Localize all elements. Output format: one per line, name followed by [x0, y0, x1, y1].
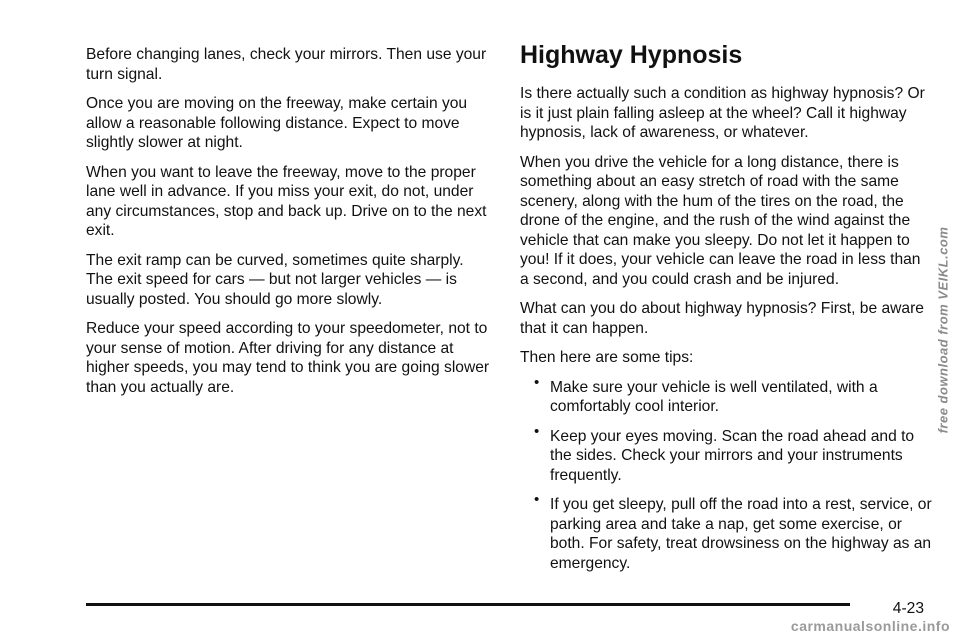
- left-column: [86, 45, 494, 407]
- list-item: [520, 491, 932, 573]
- tip-text: If you get sleepy, pull off the road into a rest, service, or parking area and take a nap, get some exercise, or both. For safety, treat drowsiness on the highway as an emergency.: [550, 496, 932, 572]
- footer-rule: [86, 603, 850, 606]
- side-watermark: free download from VEIKL.com: [935, 226, 951, 434]
- paragraph-following-distance: Once you are moving on the freeway, make certain you allow a reasonable following distance. Expect to move slightly slower at night.: [86, 95, 468, 151]
- tips-list: [520, 373, 932, 574]
- paragraph-intro: Is there actually such a condition as highway hypnosis? Or is it just plain falling asleep at the wheel? Call it highway hypnosis, lack of awareness, or whatever.: [520, 85, 925, 141]
- bottom-watermark: carmanualsonline.info: [790, 618, 950, 634]
- tip-text: Make sure your vehicle is well ventilated, with a comfortably cool interior.: [550, 378, 878, 415]
- list-item: [520, 422, 932, 486]
- tip-text: Keep your eyes moving. Scan the road ahead and to the sides. Check your mirrors and your instruments frequently.: [550, 427, 915, 484]
- bullet-icon: •: [534, 491, 540, 508]
- paragraph-what-to-do: What can you do about highway hypnosis? First, be aware that it can happen.: [520, 300, 924, 337]
- section-heading: Highway Hypnosis: [520, 41, 743, 69]
- paragraph-lane-change: Before changing lanes, check your mirrors. Then use your turn signal.: [86, 46, 487, 83]
- paragraph-exit-ramp: The exit ramp can be curved, sometimes quite sharply. The exit speed for cars — but not larger vehicles — is usually posted. You should go more slowly.: [86, 251, 464, 308]
- list-item: [520, 373, 932, 417]
- paragraph-long-distance: When you drive the vehicle for a long distance, there is something about an easy stretch of road with the same scenery, along with the hum of the tires on the road, the drone of the engine, and the rush of the wind against the vehicle that can make you sleepy. Do not let it happen to you! If it does, your vehicle can leave the road in less than a second, and you could crash and be injured.: [520, 153, 921, 288]
- page-number: 4-23: [892, 600, 924, 617]
- right-column: [520, 40, 932, 583]
- paragraph-leaving-freeway: When you want to leave the freeway, move to the proper lane well in advance. If you miss your exit, do not, under any circumstances, stop and back up. Drive on to the next exit.: [86, 163, 487, 239]
- paragraph-tips-lead: Then here are some tips:: [520, 349, 694, 366]
- paragraph-reduce-speed: Reduce your speed according to your speedometer, not to your sense of motion. After driving for any distance at higher speeds, you may tend to think you are going slower than you actually are.: [86, 320, 490, 396]
- bullet-icon: •: [534, 373, 540, 391]
- bullet-icon: •: [534, 422, 540, 440]
